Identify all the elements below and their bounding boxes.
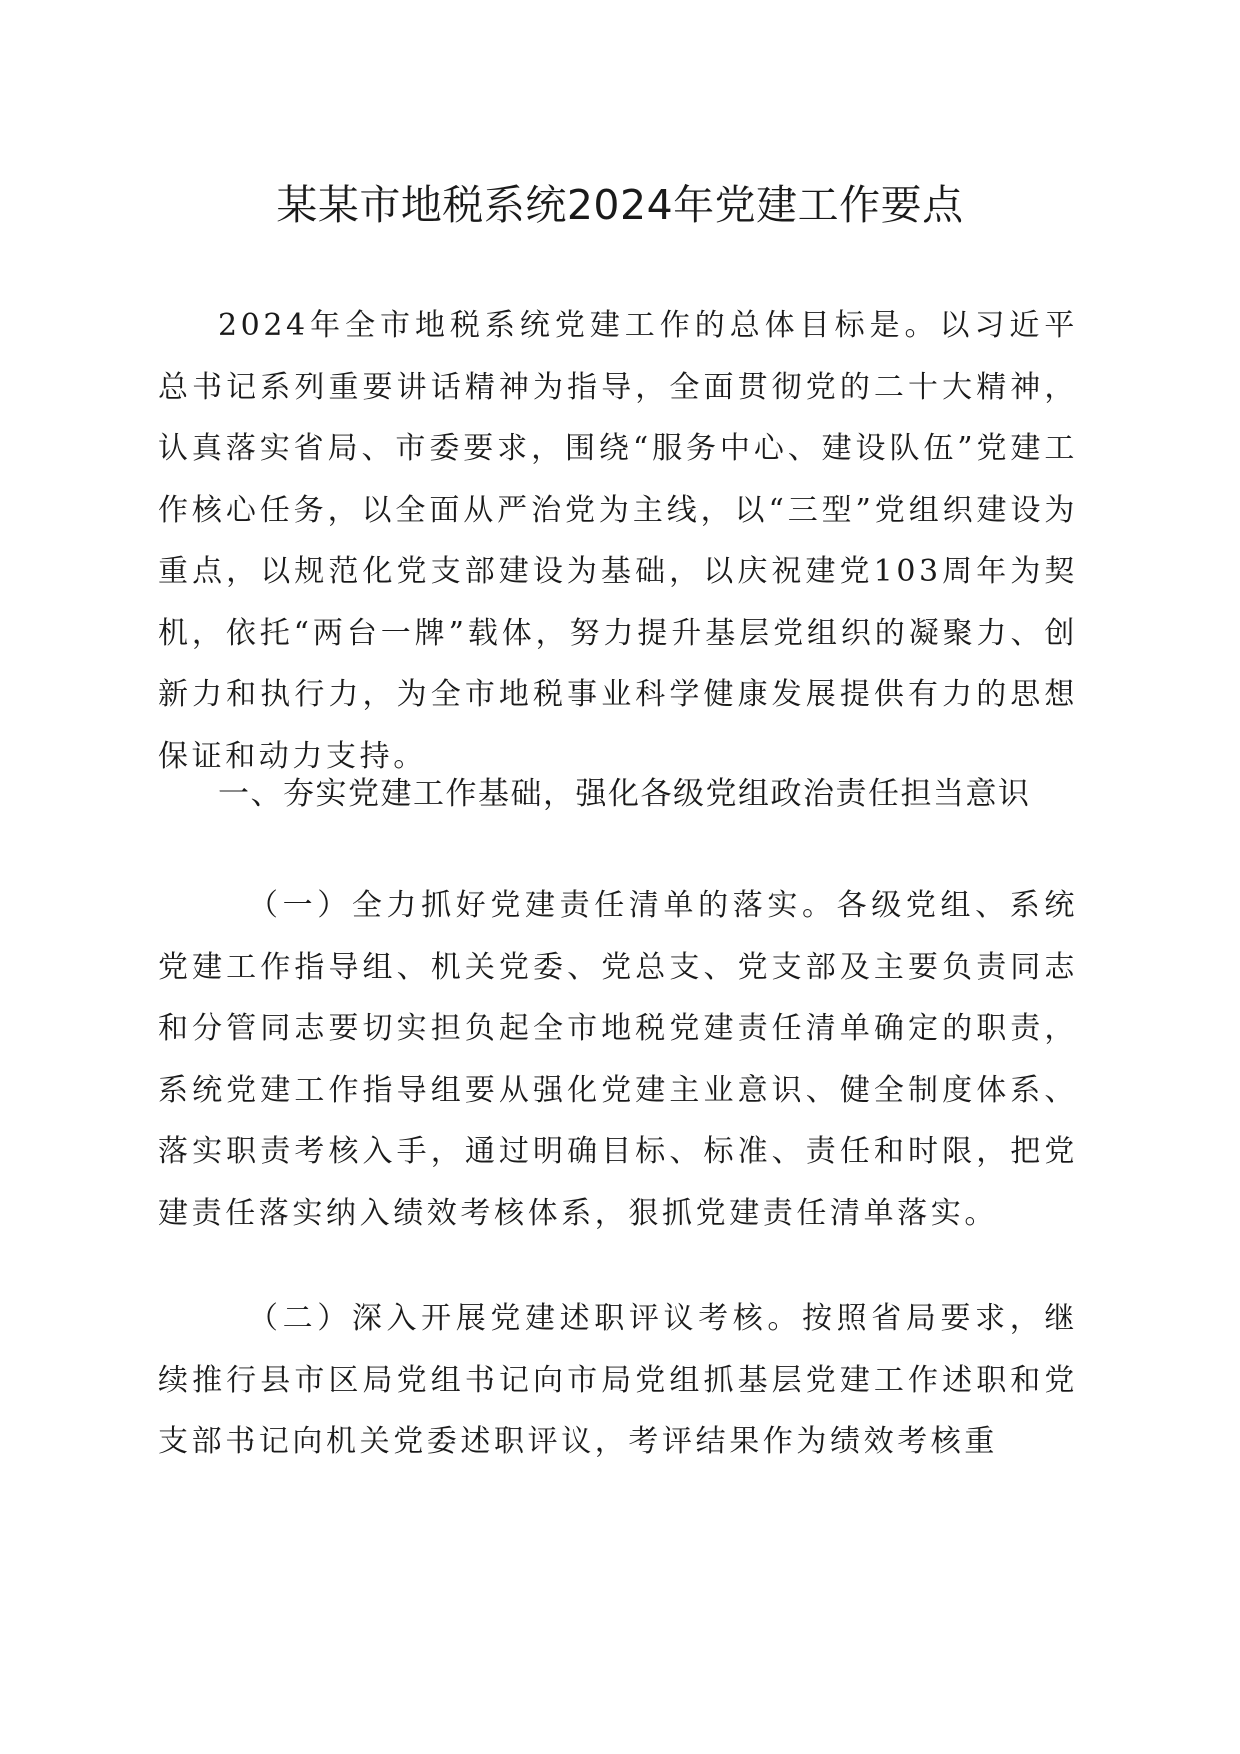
subsection-2-paragraph: （二）深入开展党建述职评议考核。按照省局要求，继续推行县市区局党组书记向市局党组抓基层党建工作述职和党支部书记向机关党委述职评议，考评结果作为绩效考核重 — [158, 1301, 1078, 1459]
intro-paragraph: 2024年全市地税系统党建工作的总体目标是。以习近平总书记系列重要讲话精神为指导，全面贯彻党的二十大精神，认真落实省局、市委要求，围绕“服务中心、建设队伍”党建工作核心任务，以全面从严治党为主线，以“三型”党组织建设为重点，以规范化党支部建设为基础，以庆祝建党103周年为契机，依托“两台一牌”载体，努力提升基层党组织的凝聚力、创新力和执行力，为全市地税事业科学健康发展提供有力的思想保证和动力支持。 — [158, 308, 1078, 774]
subsection-1-paragraph: （一）全力抓好党建责任清单的落实。各级党组、系统党建工作指导组、机关党委、党总支、党支部及主要负责同志和分管同志要切实担负起全市地税党建责任清单确定的职责，系统党建工作指导组要从强化党建主业意识、健全制度体系、落实职责考核入手，通过明确目标、标准、责任和时限，把党建责任落实纳入绩效考核体系，狠抓党建责任清单落实。 — [158, 888, 1078, 1231]
section-1-heading: 一、夯实党建工作基础，强化各级党组政治责任担当意识 — [218, 776, 1031, 812]
document-title: 某某市地税系统2024年党建工作要点 — [276, 181, 964, 229]
